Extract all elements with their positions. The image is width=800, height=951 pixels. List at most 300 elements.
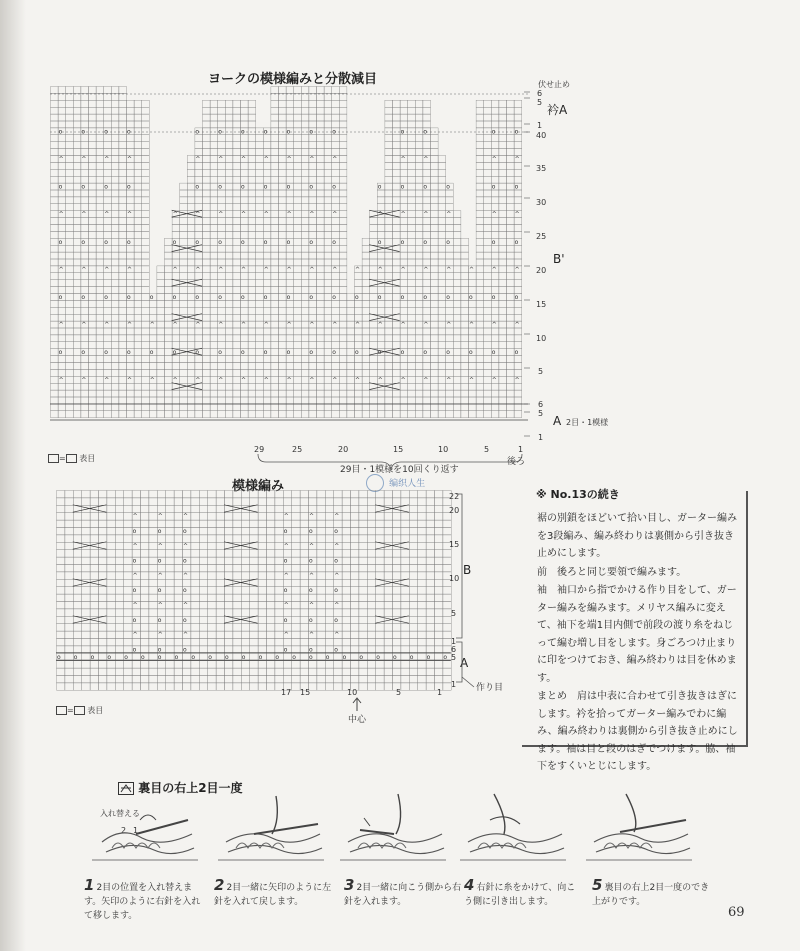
step-text: 2目の位置を入れ替えます。矢印のように右針を入れて移します。 bbox=[84, 883, 201, 921]
svg-text:^: ^ bbox=[400, 376, 406, 384]
svg-text:^: ^ bbox=[58, 266, 64, 274]
svg-text:o: o bbox=[104, 128, 108, 136]
pattern-col-num: 17 bbox=[281, 688, 292, 697]
yoke-col-num: 29 bbox=[254, 445, 265, 454]
yoke-legend: = 表目 bbox=[48, 453, 95, 464]
svg-text:^: ^ bbox=[514, 156, 520, 163]
svg-text:o: o bbox=[334, 587, 338, 595]
svg-text:o: o bbox=[73, 654, 78, 662]
svg-text:^: ^ bbox=[127, 376, 133, 384]
svg-text:^: ^ bbox=[183, 513, 189, 521]
svg-text:o: o bbox=[218, 183, 222, 191]
svg-text:o: o bbox=[446, 294, 450, 301]
svg-text:o: o bbox=[309, 654, 313, 662]
pattern-label-a: A bbox=[460, 656, 469, 670]
svg-text:^: ^ bbox=[286, 211, 292, 219]
svg-text:^: ^ bbox=[58, 156, 64, 163]
svg-text:^: ^ bbox=[491, 321, 497, 329]
yoke-row-num: 10 bbox=[536, 334, 547, 343]
svg-text:o: o bbox=[195, 128, 200, 136]
svg-text:o: o bbox=[283, 528, 288, 535]
svg-text:^: ^ bbox=[81, 156, 87, 163]
svg-text:^: ^ bbox=[309, 376, 315, 384]
svg-text:o: o bbox=[275, 654, 280, 662]
svg-text:^: ^ bbox=[58, 376, 64, 384]
pattern-col-num: 10 bbox=[347, 688, 358, 697]
svg-text:o: o bbox=[491, 183, 496, 191]
yoke-row-num: 5 bbox=[537, 98, 543, 107]
svg-text:o: o bbox=[309, 528, 313, 535]
yoke-col-num: 5 bbox=[484, 445, 490, 454]
technique-step bbox=[464, 878, 582, 909]
svg-text:o: o bbox=[376, 654, 380, 662]
svg-text:o: o bbox=[283, 557, 288, 565]
yoke-legend-text: 表目 bbox=[79, 454, 96, 463]
svg-text:o: o bbox=[218, 238, 222, 246]
svg-text:o: o bbox=[104, 294, 108, 301]
svg-text:o: o bbox=[157, 557, 162, 565]
yoke-label-a: A bbox=[553, 414, 562, 428]
step-4-illustration bbox=[460, 790, 570, 870]
svg-text:o: o bbox=[309, 616, 313, 624]
svg-text:o: o bbox=[263, 183, 268, 191]
svg-text:^: ^ bbox=[423, 156, 429, 163]
svg-text:o: o bbox=[263, 349, 268, 357]
svg-text:^: ^ bbox=[446, 211, 452, 219]
svg-text:^: ^ bbox=[309, 321, 315, 329]
svg-text:o: o bbox=[263, 294, 268, 301]
svg-text:^: ^ bbox=[514, 211, 520, 219]
svg-text:^: ^ bbox=[127, 156, 133, 163]
pattern-row-num: 6 bbox=[451, 645, 457, 654]
svg-text:^: ^ bbox=[283, 602, 289, 609]
svg-text:o: o bbox=[332, 238, 336, 246]
svg-text:o: o bbox=[286, 294, 291, 301]
svg-text:o: o bbox=[400, 128, 405, 136]
svg-text:o: o bbox=[491, 294, 496, 301]
svg-text:^: ^ bbox=[309, 572, 315, 580]
svg-text:^: ^ bbox=[218, 321, 224, 329]
svg-text:o: o bbox=[172, 294, 177, 301]
svg-text:o: o bbox=[355, 294, 359, 301]
yoke-row-num: 6 bbox=[537, 89, 543, 98]
svg-text:o: o bbox=[334, 528, 338, 535]
svg-text:^: ^ bbox=[132, 572, 138, 580]
svg-text:^: ^ bbox=[127, 321, 133, 329]
svg-text:o: o bbox=[514, 349, 519, 357]
svg-text:o: o bbox=[183, 557, 187, 565]
svg-text:o: o bbox=[127, 128, 131, 136]
pattern-center-label: 中心 bbox=[348, 715, 367, 725]
svg-text:o: o bbox=[81, 294, 86, 301]
svg-text:^: ^ bbox=[514, 376, 520, 384]
svg-text:^: ^ bbox=[283, 572, 289, 580]
svg-text:o: o bbox=[377, 349, 382, 357]
yoke-chart-grid bbox=[50, 86, 530, 456]
svg-text:^: ^ bbox=[263, 156, 269, 163]
svg-text:^: ^ bbox=[377, 211, 383, 219]
svg-text:o: o bbox=[195, 294, 200, 301]
svg-text:^: ^ bbox=[81, 376, 87, 384]
svg-text:^: ^ bbox=[183, 572, 189, 580]
svg-text:o: o bbox=[359, 654, 364, 662]
center-arrow-icon bbox=[351, 697, 363, 713]
svg-text:o: o bbox=[104, 183, 108, 191]
svg-text:o: o bbox=[241, 294, 245, 301]
svg-text:^: ^ bbox=[157, 631, 163, 639]
svg-text:^: ^ bbox=[491, 266, 497, 274]
svg-text:^: ^ bbox=[286, 156, 292, 163]
step-2-illustration bbox=[218, 790, 328, 870]
svg-text:^: ^ bbox=[355, 376, 361, 384]
svg-text:o: o bbox=[342, 654, 347, 662]
watermark-logo bbox=[366, 472, 440, 492]
svg-text:o: o bbox=[127, 238, 131, 246]
svg-text:^: ^ bbox=[241, 211, 247, 219]
svg-text:o: o bbox=[309, 238, 314, 246]
yoke-repeat-brace bbox=[256, 452, 526, 472]
svg-text:o: o bbox=[58, 183, 63, 191]
svg-text:^: ^ bbox=[423, 211, 429, 219]
svg-text:o: o bbox=[127, 183, 131, 191]
legend-key-icon bbox=[48, 454, 59, 463]
svg-text:^: ^ bbox=[263, 266, 269, 274]
svg-text:o: o bbox=[58, 238, 63, 246]
svg-text:o: o bbox=[57, 654, 61, 662]
svg-text:o: o bbox=[400, 349, 405, 357]
svg-text:o: o bbox=[241, 654, 246, 662]
svg-text:^: ^ bbox=[334, 572, 340, 580]
svg-text:^: ^ bbox=[400, 156, 406, 163]
yoke-col-num: 15 bbox=[393, 445, 404, 454]
note-paragraph: 袖 袖口から指でかける作り目をして、ガーター編みを編みます。メリヤス編みに変えて、袖下を端1目内側で前段の渡り糸をねじって編む増し目をします。身ごろつけ止まりに印をつけておき、編み終わりは目を休めます。 bbox=[537, 585, 737, 684]
note-title: ※ No.13の続き bbox=[536, 488, 620, 501]
svg-text:^: ^ bbox=[104, 156, 110, 163]
pattern-chart-title: 模様編み bbox=[232, 479, 285, 494]
svg-text:^: ^ bbox=[423, 376, 429, 384]
svg-text:^: ^ bbox=[309, 156, 315, 163]
yoke-repeat-note: 29目・1模様を10回くり返す bbox=[340, 465, 459, 475]
svg-text:o: o bbox=[183, 587, 187, 595]
legend-key-icon bbox=[56, 706, 67, 715]
svg-text:^: ^ bbox=[355, 321, 361, 329]
svg-text:o: o bbox=[218, 128, 222, 136]
svg-text:o: o bbox=[132, 646, 137, 654]
svg-text:o: o bbox=[286, 349, 291, 357]
technique-title: 裏目の右上2目一度 bbox=[138, 781, 243, 795]
svg-text:^: ^ bbox=[263, 211, 269, 219]
svg-text:^: ^ bbox=[132, 542, 138, 550]
svg-text:o: o bbox=[446, 183, 450, 191]
svg-text:o: o bbox=[157, 587, 162, 595]
svg-text:o: o bbox=[195, 238, 200, 246]
svg-text:o: o bbox=[183, 646, 187, 654]
svg-text:^: ^ bbox=[132, 602, 138, 609]
pattern-row-num: 1 bbox=[451, 637, 457, 646]
illus-annotation: 入れ替える bbox=[100, 809, 140, 818]
svg-text:^: ^ bbox=[195, 376, 201, 384]
svg-text:o: o bbox=[286, 238, 291, 246]
svg-text:o: o bbox=[446, 349, 450, 357]
svg-text:o: o bbox=[191, 654, 196, 662]
svg-text:o: o bbox=[241, 128, 245, 136]
pattern-col-num: 15 bbox=[300, 688, 311, 697]
yoke-label-b-prime: B' bbox=[553, 252, 565, 266]
step-number: 2 bbox=[214, 876, 225, 894]
svg-text:^: ^ bbox=[81, 321, 87, 329]
svg-text:^: ^ bbox=[286, 376, 292, 384]
svg-text:^: ^ bbox=[491, 156, 497, 163]
svg-text:o: o bbox=[446, 238, 450, 246]
yoke-row-num: 15 bbox=[536, 300, 547, 309]
svg-text:^: ^ bbox=[332, 211, 338, 219]
svg-text:^: ^ bbox=[218, 376, 224, 384]
svg-text:^: ^ bbox=[58, 211, 64, 219]
svg-text:o: o bbox=[283, 616, 288, 624]
svg-text:o: o bbox=[443, 654, 448, 662]
svg-text:o: o bbox=[58, 294, 63, 301]
svg-text:^: ^ bbox=[241, 266, 247, 274]
svg-text:^: ^ bbox=[81, 211, 87, 219]
svg-text:o: o bbox=[263, 128, 268, 136]
svg-text:o: o bbox=[355, 349, 359, 357]
legend-key-icon bbox=[74, 706, 85, 715]
svg-text:^: ^ bbox=[157, 572, 163, 580]
svg-text:o: o bbox=[58, 128, 63, 136]
svg-text:o: o bbox=[218, 349, 222, 357]
svg-text:o: o bbox=[286, 128, 291, 136]
step-number: 3 bbox=[344, 876, 355, 894]
svg-text:o: o bbox=[426, 654, 431, 662]
svg-text:^: ^ bbox=[334, 602, 340, 609]
svg-text:^: ^ bbox=[195, 211, 201, 219]
step-number: 1 bbox=[84, 876, 95, 894]
svg-text:^: ^ bbox=[157, 542, 163, 550]
svg-text:^: ^ bbox=[183, 542, 189, 550]
svg-text:^: ^ bbox=[195, 156, 201, 163]
svg-text:o: o bbox=[400, 183, 405, 191]
step-5-illustration bbox=[586, 790, 696, 870]
svg-text:^: ^ bbox=[377, 321, 383, 329]
svg-text:o: o bbox=[157, 654, 162, 662]
svg-text:^: ^ bbox=[332, 321, 338, 329]
svg-text:^: ^ bbox=[81, 266, 87, 274]
svg-text:o: o bbox=[157, 646, 162, 654]
svg-text:o: o bbox=[514, 238, 519, 246]
pattern-row-num: 1 bbox=[451, 680, 457, 689]
svg-text:o: o bbox=[400, 294, 405, 301]
step-text: 裏目の右上2目一度のでき上がりです。 bbox=[592, 883, 710, 907]
svg-text:o: o bbox=[195, 183, 200, 191]
svg-text:^: ^ bbox=[491, 211, 497, 219]
svg-text:^: ^ bbox=[446, 266, 452, 274]
yoke-row-num: 35 bbox=[536, 164, 547, 173]
page-number: 69 bbox=[728, 905, 745, 920]
svg-text:o: o bbox=[292, 654, 296, 662]
step-number: 4 bbox=[464, 876, 475, 894]
svg-text:^: ^ bbox=[104, 211, 110, 219]
svg-text:^: ^ bbox=[241, 321, 247, 329]
svg-text:o: o bbox=[127, 349, 131, 357]
svg-text:o: o bbox=[491, 349, 496, 357]
svg-text:^: ^ bbox=[218, 156, 224, 163]
svg-text:o: o bbox=[218, 294, 222, 301]
step-text: 2目一緒に矢印のように左針を入れて戻します。 bbox=[214, 883, 332, 907]
yoke-row-num: 5 bbox=[538, 367, 544, 376]
svg-text:^: ^ bbox=[263, 376, 269, 384]
watermark-text: 编织人生 bbox=[389, 479, 426, 489]
yoke-label-repeat-unit: 2目・1模様 bbox=[566, 418, 609, 427]
svg-text:o: o bbox=[241, 183, 245, 191]
pattern-row-num: 20 bbox=[449, 506, 460, 515]
svg-text:^: ^ bbox=[157, 602, 163, 609]
note-paragraph: 前 後ろと同じ要領で編みます。 bbox=[537, 566, 687, 578]
technique-step bbox=[84, 878, 202, 923]
svg-text:o: o bbox=[423, 238, 428, 246]
svg-text:^: ^ bbox=[400, 211, 406, 219]
svg-text:o: o bbox=[132, 528, 137, 535]
yoke-row-num: 30 bbox=[536, 198, 547, 207]
svg-text:^: ^ bbox=[334, 631, 340, 639]
svg-text:^: ^ bbox=[514, 266, 520, 274]
svg-text:o: o bbox=[58, 349, 63, 357]
svg-text:o: o bbox=[491, 238, 496, 246]
svg-text:o: o bbox=[90, 654, 95, 662]
svg-text:o: o bbox=[174, 654, 179, 662]
svg-text:o: o bbox=[81, 183, 86, 191]
svg-text:^: ^ bbox=[149, 321, 155, 329]
svg-text:o: o bbox=[141, 654, 145, 662]
svg-text:^: ^ bbox=[334, 542, 340, 550]
svg-text:o: o bbox=[149, 294, 154, 301]
pattern-row-num: 5 bbox=[451, 609, 457, 618]
svg-text:^: ^ bbox=[446, 376, 452, 384]
yoke-chart-title: ヨークの模様編みと分散減目 bbox=[208, 72, 378, 87]
svg-text:^: ^ bbox=[309, 266, 315, 274]
note-body bbox=[537, 510, 742, 777]
svg-text:o: o bbox=[309, 294, 314, 301]
svg-text:o: o bbox=[309, 128, 314, 136]
yoke-label-collar-a: 衿A bbox=[547, 103, 568, 117]
svg-text:^: ^ bbox=[491, 376, 497, 384]
svg-text:o: o bbox=[332, 294, 336, 301]
pattern-side-brackets bbox=[454, 492, 484, 692]
svg-text:^: ^ bbox=[423, 266, 429, 274]
svg-text:o: o bbox=[309, 587, 313, 595]
svg-text:o: o bbox=[157, 616, 162, 624]
yoke-row-num: 1 bbox=[537, 121, 543, 130]
yoke-row-num: 25 bbox=[536, 232, 547, 241]
svg-text:o: o bbox=[332, 183, 336, 191]
svg-text:o: o bbox=[309, 349, 314, 357]
svg-text:o: o bbox=[423, 349, 428, 357]
step-3-illustration bbox=[340, 790, 450, 870]
svg-text:o: o bbox=[195, 349, 200, 357]
svg-text:o: o bbox=[469, 349, 473, 357]
pattern-legend-text: 表目 bbox=[87, 706, 104, 715]
svg-text:o: o bbox=[241, 238, 245, 246]
yoke-row-num: 40 bbox=[536, 131, 547, 140]
svg-text:o: o bbox=[263, 238, 268, 246]
svg-text:^: ^ bbox=[127, 266, 133, 274]
svg-text:o: o bbox=[132, 616, 137, 624]
illus-annotation: 1 bbox=[133, 826, 139, 835]
legend-key-icon bbox=[66, 454, 77, 463]
page-gutter-shadow bbox=[0, 0, 26, 951]
svg-text:o: o bbox=[334, 557, 338, 565]
svg-text:^: ^ bbox=[132, 513, 138, 521]
yoke-col-num: 25 bbox=[292, 445, 303, 454]
svg-text:o: o bbox=[309, 646, 313, 654]
yoke-row-num: 20 bbox=[536, 266, 547, 275]
illus-annotation: 2 bbox=[121, 826, 127, 835]
svg-text:o: o bbox=[132, 587, 137, 595]
yoke-row-num: 6 bbox=[538, 400, 544, 409]
svg-text:^: ^ bbox=[218, 266, 224, 274]
svg-text:^: ^ bbox=[157, 513, 163, 521]
svg-text:^: ^ bbox=[283, 542, 289, 550]
svg-text:^: ^ bbox=[172, 321, 178, 329]
svg-text:o: o bbox=[377, 294, 382, 301]
svg-text:^: ^ bbox=[514, 321, 520, 329]
svg-text:o: o bbox=[283, 646, 288, 654]
svg-text:^: ^ bbox=[332, 266, 338, 274]
svg-text:^: ^ bbox=[286, 266, 292, 274]
svg-text:^: ^ bbox=[183, 602, 189, 609]
svg-text:^: ^ bbox=[334, 513, 340, 521]
svg-text:o: o bbox=[332, 128, 336, 136]
svg-text:o: o bbox=[514, 128, 519, 136]
svg-text:o: o bbox=[157, 528, 162, 535]
svg-text:o: o bbox=[183, 528, 187, 535]
svg-text:^: ^ bbox=[127, 211, 133, 219]
svg-text:^: ^ bbox=[332, 156, 338, 163]
svg-text:^: ^ bbox=[355, 266, 361, 274]
svg-text:o: o bbox=[149, 349, 154, 357]
svg-text:o: o bbox=[225, 654, 229, 662]
svg-text:o: o bbox=[132, 557, 137, 565]
pattern-row-num: 5 bbox=[451, 653, 457, 662]
yoke-label-bind-off: 伏せ止め bbox=[538, 80, 570, 89]
pattern-row-num: 15 bbox=[449, 540, 460, 549]
svg-text:^: ^ bbox=[172, 266, 178, 274]
svg-text:o: o bbox=[258, 654, 263, 662]
svg-text:o: o bbox=[377, 238, 382, 246]
svg-text:o: o bbox=[514, 183, 519, 191]
svg-text:o: o bbox=[423, 128, 428, 136]
svg-text:^: ^ bbox=[400, 266, 406, 274]
svg-text:^: ^ bbox=[469, 321, 475, 329]
svg-text:o: o bbox=[124, 654, 128, 662]
svg-text:o: o bbox=[309, 183, 314, 191]
svg-text:^: ^ bbox=[309, 513, 315, 521]
svg-text:o: o bbox=[400, 238, 405, 246]
pattern-row-num: 10 bbox=[449, 574, 460, 583]
svg-text:o: o bbox=[81, 349, 86, 357]
svg-text:^: ^ bbox=[286, 321, 292, 329]
svg-text:^: ^ bbox=[132, 631, 138, 639]
svg-text:^: ^ bbox=[104, 321, 110, 329]
step-text: 右針に糸をかけて、向こう側に引き出します。 bbox=[464, 883, 576, 907]
svg-text:o: o bbox=[469, 294, 473, 301]
svg-text:^: ^ bbox=[332, 376, 338, 384]
step-1-illustration bbox=[92, 790, 202, 870]
svg-text:o: o bbox=[286, 183, 291, 191]
yoke-col-num: 1 bbox=[518, 445, 524, 454]
svg-text:^: ^ bbox=[309, 631, 315, 639]
svg-text:o: o bbox=[172, 238, 177, 246]
svg-text:o: o bbox=[491, 128, 496, 136]
